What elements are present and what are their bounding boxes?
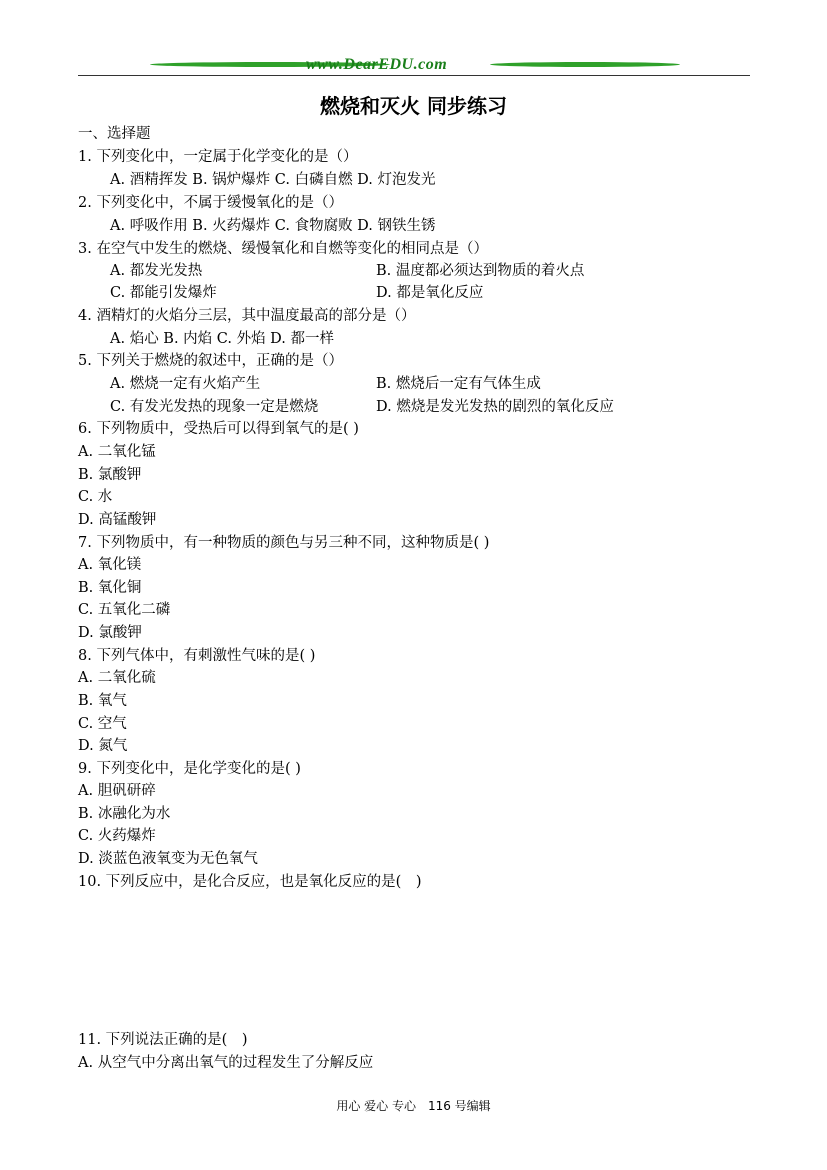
question-3: 3. 在空气中发生的燃烧、缓慢氧化和自燃等变化的相同点是（） bbox=[78, 241, 488, 257]
options-2: A. 呼吸作用 B. 火药爆炸 C. 食物腐败 D. 钢铁生锈 bbox=[110, 218, 436, 234]
question-2: 2. 下列变化中，不属于缓慢氧化的是（） bbox=[78, 195, 343, 211]
option-7b: B. 氧化铜 bbox=[78, 580, 142, 596]
option-6c: C. 水 bbox=[78, 489, 113, 505]
option-3a: A. 都发光发热 bbox=[110, 263, 203, 279]
option-5b: B. 燃烧后一定有气体生成 bbox=[376, 376, 541, 392]
question-11: 11. 下列说法正确的是( ) bbox=[78, 1032, 248, 1048]
option-5a: A. 燃烧一定有火焰产生 bbox=[110, 376, 261, 392]
question-4: 4. 酒精灯的火焰分三层，其中温度最高的部分是（） bbox=[78, 308, 416, 324]
question-9: 9. 下列变化中，是化学变化的是( ) bbox=[78, 761, 301, 777]
option-7a: A. 氧化镁 bbox=[78, 557, 142, 573]
options-1: A. 酒精挥发 B. 锅炉爆炸 C. 白磷自燃 D. 灯泡发光 bbox=[110, 172, 436, 188]
question-1: 1. 下列变化中，一定属于化学变化的是（） bbox=[78, 149, 358, 165]
page-footer: 用心 爱心 专心 116 号编辑 bbox=[336, 1099, 491, 1113]
option-11a: A. 从空气中分离出氧气的过程发生了分解反应 bbox=[78, 1055, 374, 1071]
option-6d: D. 高锰酸钾 bbox=[78, 512, 157, 528]
question-10: 10. 下列反应中，是化合反应，也是氧化反应的是( ) bbox=[78, 874, 422, 890]
site-logo: www.DearEDU.com bbox=[306, 56, 448, 73]
question-6: 6. 下列物质中，受热后可以得到氧气的是( ) bbox=[78, 421, 359, 437]
question-5: 5. 下列关于燃烧的叙述中，正确的是（） bbox=[78, 353, 343, 369]
option-3b: B. 温度都必须达到物质的着火点 bbox=[376, 263, 585, 279]
option-8d: D. 氮气 bbox=[78, 738, 128, 754]
option-7c: C. 五氧化二磷 bbox=[78, 602, 171, 618]
option-8c: C. 空气 bbox=[78, 716, 127, 732]
option-3d: D. 都是氧化反应 bbox=[376, 285, 484, 301]
option-8b: B. 氧气 bbox=[78, 693, 127, 709]
option-8a: A. 二氧化硫 bbox=[78, 670, 156, 686]
option-6b: B. 氯酸钾 bbox=[78, 467, 142, 483]
option-7d: D. 氯酸钾 bbox=[78, 625, 142, 641]
option-9a: A. 胆矾研碎 bbox=[78, 783, 156, 799]
option-6a: A. 二氧化锰 bbox=[78, 444, 156, 460]
header-swoosh-right bbox=[490, 62, 680, 67]
page-title: 燃烧和灭火 同步练习 bbox=[320, 94, 507, 118]
options-4: A. 焰心 B. 内焰 C. 外焰 D. 都一样 bbox=[110, 331, 335, 347]
question-7: 7. 下列物质中，有一种物质的颜色与另三种不同，这种物质是( ) bbox=[78, 535, 490, 551]
option-5d: D. 燃烧是发光发热的剧烈的氧化反应 bbox=[376, 399, 614, 415]
option-9c: C. 火药爆炸 bbox=[78, 828, 156, 844]
option-5c: C. 有发光发热的现象一定是燃烧 bbox=[110, 399, 319, 415]
option-9b: B. 冰融化为水 bbox=[78, 806, 171, 822]
header-rule bbox=[78, 75, 750, 76]
option-9d: D. 淡蓝色液氧变为无色氧气 bbox=[78, 851, 258, 867]
section-heading: 一、选择题 bbox=[78, 126, 151, 142]
question-8: 8. 下列气体中，有刺激性气味的是( ) bbox=[78, 648, 316, 664]
page-header bbox=[78, 52, 750, 78]
option-3c: C. 都能引发爆炸 bbox=[110, 285, 217, 301]
